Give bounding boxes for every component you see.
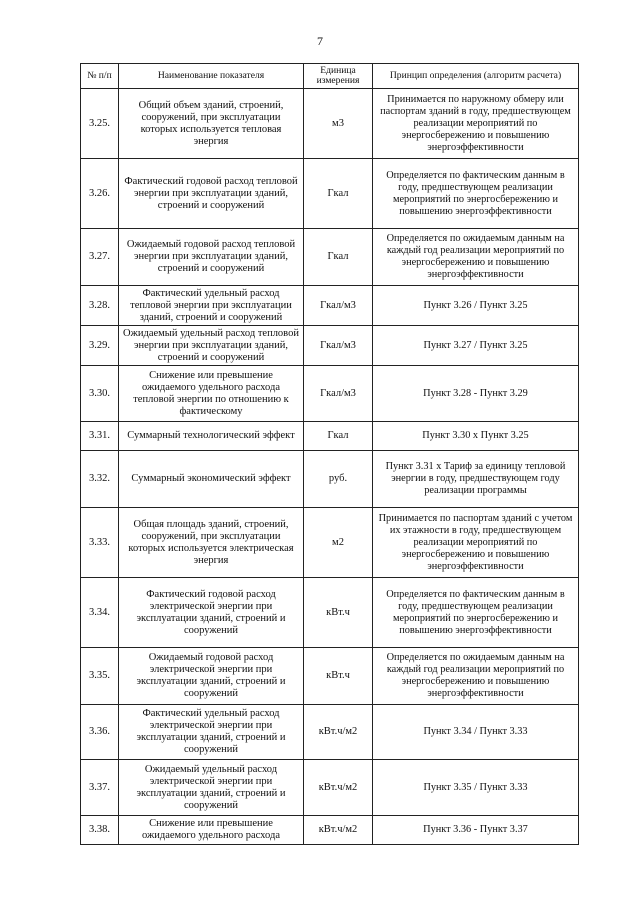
method-cell: Принимается по наружному обмеру или паспортам зданий в году, предшествующем реализации мероприятий по энергосбережению и повышению энергоэффективности bbox=[373, 89, 579, 159]
row-number: 3.38. bbox=[81, 816, 119, 845]
method-cell: Пункт 3.36 - Пункт 3.37 bbox=[373, 816, 579, 845]
row-number: 3.36. bbox=[81, 705, 119, 760]
method-cell: Определяется по фактическим данным в году, предшествующем реализации мероприятий по энергосбережению и повышению энергоэффективности bbox=[373, 159, 579, 229]
method-cell: Пункт 3.28 - Пункт 3.29 bbox=[373, 366, 579, 422]
row-number: 3.30. bbox=[81, 366, 119, 422]
row-number: 3.32. bbox=[81, 451, 119, 508]
row-number: 3.31. bbox=[81, 422, 119, 451]
indicator-name: Общая площадь зданий, строений, сооружений, при эксплуатации которых используется электрическая энергия bbox=[119, 508, 304, 578]
indicator-name: Фактический удельный расход тепловой энергии при эксплуатации зданий, строений и сооружений bbox=[119, 286, 304, 326]
method-cell: Пункт 3.31 х Тариф за единицу тепловой энергии в году, предшествующем году реализации программы bbox=[373, 451, 579, 508]
header-name: Наименование показателя bbox=[119, 64, 304, 89]
table-row bbox=[81, 229, 579, 286]
table-row bbox=[81, 451, 579, 508]
indicator-name: Фактический удельный расход электрической энергии при эксплуатации зданий, строений и сооружений bbox=[119, 705, 304, 760]
table-row bbox=[81, 422, 579, 451]
row-number: 3.37. bbox=[81, 760, 119, 816]
row-number: 3.27. bbox=[81, 229, 119, 286]
unit-cell: Гкал/м3 bbox=[304, 286, 373, 326]
row-number: 3.34. bbox=[81, 578, 119, 648]
table-row bbox=[81, 326, 579, 366]
unit-cell: кВт.ч/м2 bbox=[304, 705, 373, 760]
unit-cell: Гкал bbox=[304, 159, 373, 229]
unit-cell: Гкал/м3 bbox=[304, 326, 373, 366]
indicator-name: Суммарный технологический эффект bbox=[119, 422, 304, 451]
table-row bbox=[81, 816, 579, 845]
table-row bbox=[81, 578, 579, 648]
unit-cell: м2 bbox=[304, 508, 373, 578]
unit-cell: руб. bbox=[304, 451, 373, 508]
method-cell: Пункт 3.30 х Пункт 3.25 bbox=[373, 422, 579, 451]
row-number: 3.33. bbox=[81, 508, 119, 578]
table-row bbox=[81, 89, 579, 159]
table-row bbox=[81, 159, 579, 229]
row-number: 3.28. bbox=[81, 286, 119, 326]
unit-cell: кВт.ч/м2 bbox=[304, 760, 373, 816]
table-row bbox=[81, 508, 579, 578]
indicator-name: Ожидаемый удельный расход электрической энергии при эксплуатации зданий, строений и сооружений bbox=[119, 760, 304, 816]
method-cell: Определяется по ожидаемым данным на каждый год реализации мероприятий по энергосбережению и повышению энергоэффективности bbox=[373, 229, 579, 286]
table-row bbox=[81, 705, 579, 760]
table-row bbox=[81, 760, 579, 816]
row-number: 3.26. bbox=[81, 159, 119, 229]
method-cell: Определяется по фактическим данным в году, предшествующем реализации мероприятий по энергосбережению и повышению энергоэффективности bbox=[373, 578, 579, 648]
method-cell: Пункт 3.26 / Пункт 3.25 bbox=[373, 286, 579, 326]
indicator-name: Фактический годовой расход электрической энергии при эксплуатации зданий, строений и сооружений bbox=[119, 578, 304, 648]
header-unit: Единица измерения bbox=[304, 64, 373, 89]
table-row bbox=[81, 648, 579, 705]
indicator-name: Ожидаемый годовой расход электрической энергии при эксплуатации зданий, строений и сооружений bbox=[119, 648, 304, 705]
table-row bbox=[81, 366, 579, 422]
header-num: № п/п bbox=[81, 64, 119, 89]
unit-cell: Гкал bbox=[304, 422, 373, 451]
page-number: 7 bbox=[317, 34, 323, 48]
method-cell: Принимается по паспортам зданий с учетом их этажности в году, предшествующем реализации мероприятий по энергосбережению и повышению энергоэффективности bbox=[373, 508, 579, 578]
row-number: 3.29. bbox=[81, 326, 119, 366]
unit-cell: Гкал/м3 bbox=[304, 366, 373, 422]
indicator-name: Ожидаемый удельный расход тепловой энергии при эксплуатации зданий, строений и сооружений bbox=[119, 326, 304, 366]
indicator-name: Фактический годовой расход тепловой энергии при эксплуатации зданий, строений и сооружений bbox=[119, 159, 304, 229]
unit-cell: м3 bbox=[304, 89, 373, 159]
unit-cell: кВт.ч bbox=[304, 648, 373, 705]
indicator-name: Снижение или превышение ожидаемого удельного расхода bbox=[119, 816, 304, 845]
indicator-name: Суммарный экономический эффект bbox=[119, 451, 304, 508]
indicator-name: Общий объем зданий, строений, сооружений, при эксплуатации которых используется тепловая энергия bbox=[119, 89, 304, 159]
method-cell: Определяется по ожидаемым данным на каждый год реализации мероприятий по энергосбережению и повышению энергоэффективности bbox=[373, 648, 579, 705]
row-number: 3.25. bbox=[81, 89, 119, 159]
indicators-table bbox=[80, 63, 579, 845]
unit-cell: кВт.ч bbox=[304, 578, 373, 648]
row-number: 3.35. bbox=[81, 648, 119, 705]
unit-cell: Гкал bbox=[304, 229, 373, 286]
table-row bbox=[81, 286, 579, 326]
table-header-row bbox=[81, 64, 579, 89]
indicator-name: Снижение или превышение ожидаемого удельного расхода тепловой энергии по отношению к фактическому bbox=[119, 366, 304, 422]
header-rule: Принцип определения (алгоритм расчета) bbox=[373, 64, 579, 89]
method-cell: Пункт 3.34 / Пункт 3.33 bbox=[373, 705, 579, 760]
unit-cell: кВт.ч/м2 bbox=[304, 816, 373, 845]
indicator-name: Ожидаемый годовой расход тепловой энергии при эксплуатации зданий, строений и сооружений bbox=[119, 229, 304, 286]
method-cell: Пункт 3.35 / Пункт 3.33 bbox=[373, 760, 579, 816]
method-cell: Пункт 3.27 / Пункт 3.25 bbox=[373, 326, 579, 366]
